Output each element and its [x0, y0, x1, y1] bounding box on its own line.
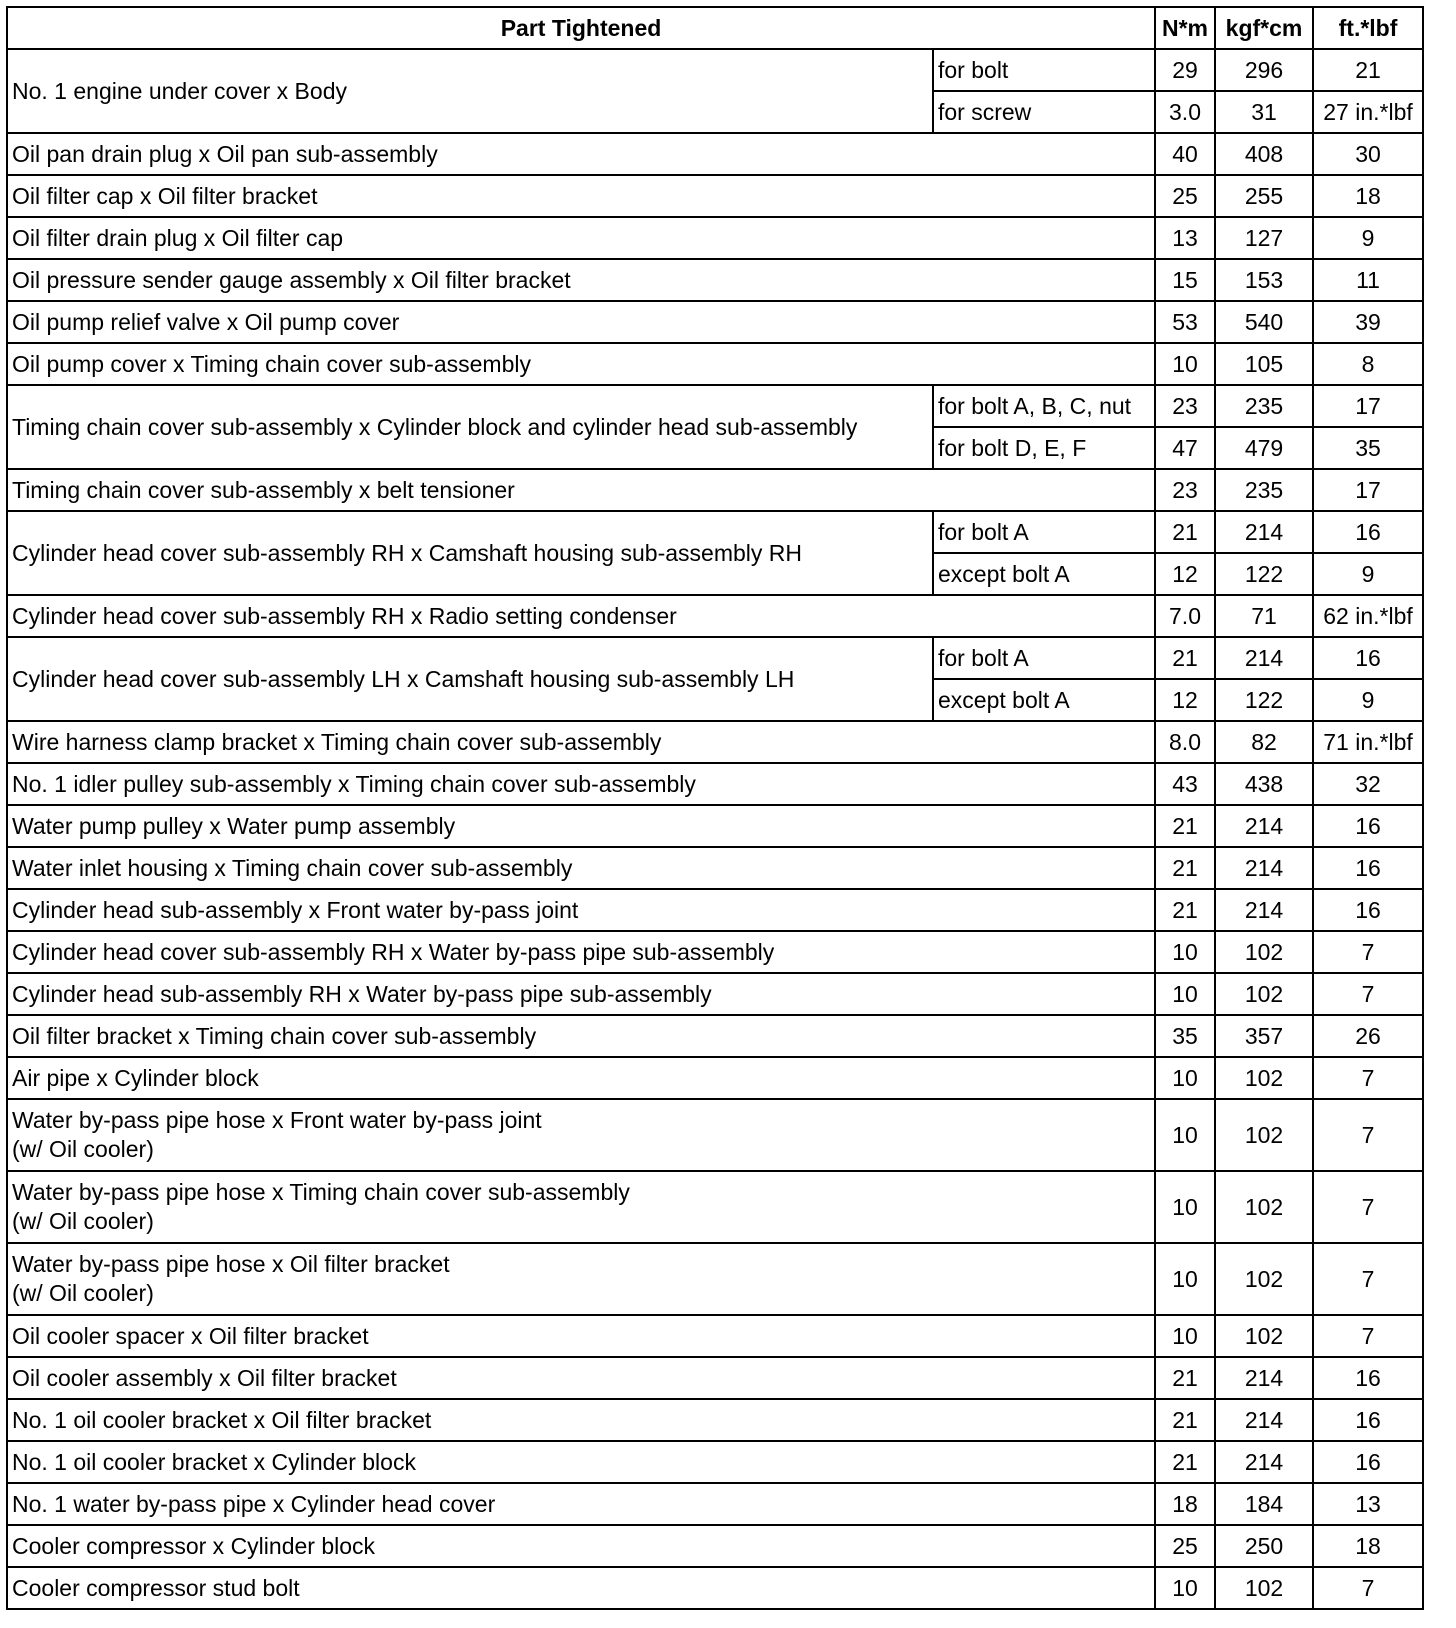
ft-lbf-value: 16 [1313, 1441, 1423, 1483]
nm-value: 21 [1155, 889, 1215, 931]
ft-lbf-value: 9 [1313, 679, 1423, 721]
table-row [7, 763, 1423, 805]
kgf-cm-value: 214 [1215, 1441, 1313, 1483]
ft-lbf-value: 7 [1313, 1567, 1423, 1609]
ft-lbf-value: 13 [1313, 1483, 1423, 1525]
part-name-text: Oil cooler assembly x Oil filter bracket [12, 1364, 397, 1391]
part-note-text: (w/ Oil cooler) [12, 1208, 154, 1234]
kgf-cm-value: 214 [1215, 1399, 1313, 1441]
part-name-text: Timing chain cover sub-assembly x belt tensioner [12, 476, 515, 503]
kgf-cm-value: 184 [1215, 1483, 1313, 1525]
part-name-text: No. 1 idler pulley sub-assembly x Timing chain cover sub-assembly [12, 770, 696, 797]
part-name-text: No. 1 oil cooler bracket x Oil filter bracket [12, 1406, 432, 1433]
table-row [7, 301, 1423, 343]
part-tightened-cell: Timing chain cover sub-assembly x Cylinder block and cylinder head sub-assembly [7, 385, 933, 469]
nm-value: 10 [1155, 1567, 1215, 1609]
nm-value: 21 [1155, 1441, 1215, 1483]
part-tightened-cell [7, 889, 1155, 931]
part-tightened-cell [7, 259, 1155, 301]
table-row [7, 469, 1423, 511]
nm-value: 18 [1155, 1483, 1215, 1525]
part-tightened-cell [7, 1315, 1155, 1357]
nm-value: 10 [1155, 973, 1215, 1015]
table-row [7, 1441, 1423, 1483]
part-name-text: Oil pump cover x Timing chain cover sub-assembly [12, 350, 531, 377]
part-tightened-cell [7, 763, 1155, 805]
ft-lbf-value: 16 [1313, 1399, 1423, 1441]
kgf-cm-value: 153 [1215, 259, 1313, 301]
part-tightened-cell [7, 1171, 1155, 1243]
ft-lbf-value: 7 [1313, 1057, 1423, 1099]
part-name-text: Cooler compressor stud bolt [12, 1574, 300, 1601]
part-note-text: (w/ Oil cooler) [12, 1136, 154, 1162]
table-row [7, 1483, 1423, 1525]
part-name-text: Oil pump relief valve x Oil pump cover [12, 308, 400, 335]
part-tightened-cell [7, 1243, 1155, 1315]
part-name-text: Wire harness clamp bracket x Timing chain cover sub-assembly [12, 728, 662, 755]
ft-lbf-value: 16 [1313, 637, 1423, 679]
part-tightened-cell [7, 1015, 1155, 1057]
part-tightened-cell: No. 1 engine under cover x Body [7, 49, 933, 133]
ft-lbf-value: 16 [1313, 889, 1423, 931]
part-name-text: Air pipe x Cylinder block [12, 1064, 259, 1091]
ft-lbf-value: 16 [1313, 847, 1423, 889]
kgf-cm-value: 235 [1215, 469, 1313, 511]
kgf-cm-value: 82 [1215, 721, 1313, 763]
kgf-cm-value: 214 [1215, 889, 1313, 931]
nm-value: 40 [1155, 133, 1215, 175]
nm-value: 8.0 [1155, 721, 1215, 763]
ft-lbf-value: 17 [1313, 469, 1423, 511]
part-name-text: Oil filter bracket x Timing chain cover sub-assembly [12, 1022, 537, 1049]
nm-value: 10 [1155, 931, 1215, 973]
part-name-text: Cylinder head cover sub-assembly RH x Radio setting condenser [12, 602, 677, 629]
nm-value: 21 [1155, 805, 1215, 847]
part-tightened-cell: Cylinder head cover sub-assembly RH x Camshaft housing sub-assembly RH [7, 511, 933, 595]
ft-lbf-value: 7 [1313, 1243, 1423, 1315]
table-row [7, 511, 1423, 553]
condition-cell: for bolt A, B, C, nut [933, 385, 1155, 427]
nm-value: 10 [1155, 1099, 1215, 1171]
condition-cell: for bolt A [933, 637, 1155, 679]
nm-value: 47 [1155, 427, 1215, 469]
condition-cell: except bolt A [933, 553, 1155, 595]
ft-lbf-value: 9 [1313, 217, 1423, 259]
part-name-text: Cylinder head sub-assembly RH x Water by-pass pipe sub-assembly [12, 980, 712, 1007]
part-name-text: Water by-pass pipe hose x Oil filter bracket [12, 1251, 450, 1277]
part-tightened-cell [7, 595, 1155, 637]
nm-value: 43 [1155, 763, 1215, 805]
part-name-text: Water by-pass pipe hose x Front water by-pass joint [12, 1107, 542, 1133]
kgf-cm-value: 235 [1215, 385, 1313, 427]
kgf-cm-value: 255 [1215, 175, 1313, 217]
ft-lbf-value: 71 in.*lbf [1313, 721, 1423, 763]
table-row [7, 385, 1423, 427]
part-tightened-cell [7, 469, 1155, 511]
ft-lbf-value: 7 [1313, 973, 1423, 1015]
kgf-cm-value: 540 [1215, 301, 1313, 343]
part-tightened-cell [7, 1567, 1155, 1609]
part-tightened-cell [7, 1441, 1155, 1483]
part-tightened-cell [7, 805, 1155, 847]
part-name-text: No. 1 oil cooler bracket x Cylinder block [12, 1448, 416, 1475]
ft-lbf-value: 18 [1313, 175, 1423, 217]
table-row [7, 847, 1423, 889]
table-row [7, 931, 1423, 973]
nm-value: 21 [1155, 511, 1215, 553]
part-name-text: Oil filter drain plug x Oil filter cap [12, 224, 344, 251]
kgf-cm-value: 102 [1215, 1315, 1313, 1357]
part-name-text: Cooler compressor x Cylinder block [12, 1532, 376, 1559]
part-tightened-cell [7, 175, 1155, 217]
part-tightened-cell [7, 973, 1155, 1015]
table-row [7, 1525, 1423, 1567]
kgf-cm-value: 214 [1215, 637, 1313, 679]
table-row [7, 1099, 1423, 1171]
table-row [7, 889, 1423, 931]
nm-value: 21 [1155, 1357, 1215, 1399]
part-name-text: No. 1 water by-pass pipe x Cylinder head cover [12, 1490, 496, 1517]
kgf-cm-value: 122 [1215, 553, 1313, 595]
table-row [7, 133, 1423, 175]
kgf-cm-value: 127 [1215, 217, 1313, 259]
ft-lbf-value: 62 in.*lbf [1313, 595, 1423, 637]
header-ft-lbf: ft.*lbf [1313, 7, 1423, 49]
table-header-row [7, 7, 1423, 49]
table-body [7, 49, 1423, 1609]
ft-lbf-value: 32 [1313, 763, 1423, 805]
kgf-cm-value: 214 [1215, 847, 1313, 889]
table-row [7, 805, 1423, 847]
kgf-cm-value: 357 [1215, 1015, 1313, 1057]
ft-lbf-value: 8 [1313, 343, 1423, 385]
ft-lbf-value: 16 [1313, 805, 1423, 847]
part-tightened-cell [7, 1099, 1155, 1171]
part-tightened-cell [7, 1525, 1155, 1567]
ft-lbf-value: 7 [1313, 1315, 1423, 1357]
kgf-cm-value: 214 [1215, 511, 1313, 553]
nm-value: 23 [1155, 469, 1215, 511]
table-row [7, 973, 1423, 1015]
part-name-text: Cylinder head cover sub-assembly RH x Water by-pass pipe sub-assembly [12, 938, 775, 965]
nm-value: 23 [1155, 385, 1215, 427]
part-tightened-cell: Cylinder head cover sub-assembly LH x Camshaft housing sub-assembly LH [7, 637, 933, 721]
kgf-cm-value: 102 [1215, 931, 1313, 973]
kgf-cm-value: 102 [1215, 973, 1313, 1015]
part-tightened-cell [7, 1357, 1155, 1399]
part-tightened-cell [7, 1057, 1155, 1099]
kgf-cm-value: 250 [1215, 1525, 1313, 1567]
condition-cell: for bolt [933, 49, 1155, 91]
nm-value: 13 [1155, 217, 1215, 259]
condition-cell: except bolt A [933, 679, 1155, 721]
ft-lbf-value: 17 [1313, 385, 1423, 427]
header-nm: N*m [1155, 7, 1215, 49]
torque-spec-table [6, 6, 1424, 1610]
part-tightened-cell [7, 931, 1155, 973]
condition-cell: for bolt A [933, 511, 1155, 553]
ft-lbf-value: 7 [1313, 931, 1423, 973]
table-row [7, 1243, 1423, 1315]
ft-lbf-value: 7 [1313, 1099, 1423, 1171]
part-tightened-cell [7, 217, 1155, 259]
part-tightened-cell [7, 133, 1155, 175]
ft-lbf-value: 35 [1313, 427, 1423, 469]
nm-value: 3.0 [1155, 91, 1215, 133]
kgf-cm-value: 105 [1215, 343, 1313, 385]
part-name-text: Water by-pass pipe hose x Timing chain cover sub-assembly [12, 1179, 630, 1205]
kgf-cm-value: 102 [1215, 1099, 1313, 1171]
ft-lbf-value: 11 [1313, 259, 1423, 301]
nm-value: 25 [1155, 1525, 1215, 1567]
part-name-text: Cylinder head sub-assembly x Front water by-pass joint [12, 896, 579, 923]
table-row [7, 1015, 1423, 1057]
kgf-cm-value: 102 [1215, 1057, 1313, 1099]
nm-value: 35 [1155, 1015, 1215, 1057]
part-tightened-cell [7, 301, 1155, 343]
part-name-text: Water pump pulley x Water pump assembly [12, 812, 456, 839]
kgf-cm-value: 102 [1215, 1243, 1313, 1315]
ft-lbf-value: 16 [1313, 511, 1423, 553]
kgf-cm-value: 71 [1215, 595, 1313, 637]
ft-lbf-value: 27 in.*lbf [1313, 91, 1423, 133]
kgf-cm-value: 214 [1215, 1357, 1313, 1399]
nm-value: 21 [1155, 1399, 1215, 1441]
part-tightened-cell [7, 847, 1155, 889]
table-row [7, 217, 1423, 259]
nm-value: 7.0 [1155, 595, 1215, 637]
table-row [7, 595, 1423, 637]
nm-value: 21 [1155, 847, 1215, 889]
table-row [7, 259, 1423, 301]
kgf-cm-value: 296 [1215, 49, 1313, 91]
table-row [7, 1357, 1423, 1399]
table-row [7, 1171, 1423, 1243]
part-name-text: Water inlet housing x Timing chain cover sub-assembly [12, 854, 573, 881]
nm-value: 12 [1155, 679, 1215, 721]
ft-lbf-value: 16 [1313, 1357, 1423, 1399]
ft-lbf-value: 9 [1313, 553, 1423, 595]
kgf-cm-value: 214 [1215, 805, 1313, 847]
part-name-text: Oil pan drain plug x Oil pan sub-assembly [12, 140, 438, 167]
nm-value: 53 [1155, 301, 1215, 343]
part-tightened-cell [7, 721, 1155, 763]
table-row [7, 1315, 1423, 1357]
nm-value: 25 [1155, 175, 1215, 217]
ft-lbf-value: 18 [1313, 1525, 1423, 1567]
kgf-cm-value: 102 [1215, 1171, 1313, 1243]
kgf-cm-value: 479 [1215, 427, 1313, 469]
nm-value: 15 [1155, 259, 1215, 301]
nm-value: 10 [1155, 1315, 1215, 1357]
part-name-text: Oil filter cap x Oil filter bracket [12, 182, 318, 209]
table-row [7, 721, 1423, 763]
part-name-text: Oil pressure sender gauge assembly x Oil filter bracket [12, 266, 571, 293]
part-tightened-cell [7, 343, 1155, 385]
nm-value: 10 [1155, 1171, 1215, 1243]
part-tightened-cell [7, 1399, 1155, 1441]
kgf-cm-value: 122 [1215, 679, 1313, 721]
nm-value: 12 [1155, 553, 1215, 595]
header-part-tightened: Part Tightened [7, 7, 1155, 49]
kgf-cm-value: 102 [1215, 1567, 1313, 1609]
nm-value: 29 [1155, 49, 1215, 91]
kgf-cm-value: 31 [1215, 91, 1313, 133]
table-row [7, 1399, 1423, 1441]
ft-lbf-value: 26 [1313, 1015, 1423, 1057]
kgf-cm-value: 408 [1215, 133, 1313, 175]
ft-lbf-value: 39 [1313, 301, 1423, 343]
table-row [7, 1057, 1423, 1099]
part-name-text: Oil cooler spacer x Oil filter bracket [12, 1322, 369, 1349]
part-note-text: (w/ Oil cooler) [12, 1280, 154, 1306]
condition-cell: for bolt D, E, F [933, 427, 1155, 469]
part-tightened-cell [7, 1483, 1155, 1525]
table-row [7, 343, 1423, 385]
condition-cell: for screw [933, 91, 1155, 133]
nm-value: 10 [1155, 1243, 1215, 1315]
table-row [7, 637, 1423, 679]
table-row [7, 1567, 1423, 1609]
table-row [7, 49, 1423, 91]
nm-value: 21 [1155, 637, 1215, 679]
nm-value: 10 [1155, 1057, 1215, 1099]
ft-lbf-value: 7 [1313, 1171, 1423, 1243]
nm-value: 10 [1155, 343, 1215, 385]
ft-lbf-value: 30 [1313, 133, 1423, 175]
ft-lbf-value: 21 [1313, 49, 1423, 91]
kgf-cm-value: 438 [1215, 763, 1313, 805]
header-kgf-cm: kgf*cm [1215, 7, 1313, 49]
table-row [7, 175, 1423, 217]
